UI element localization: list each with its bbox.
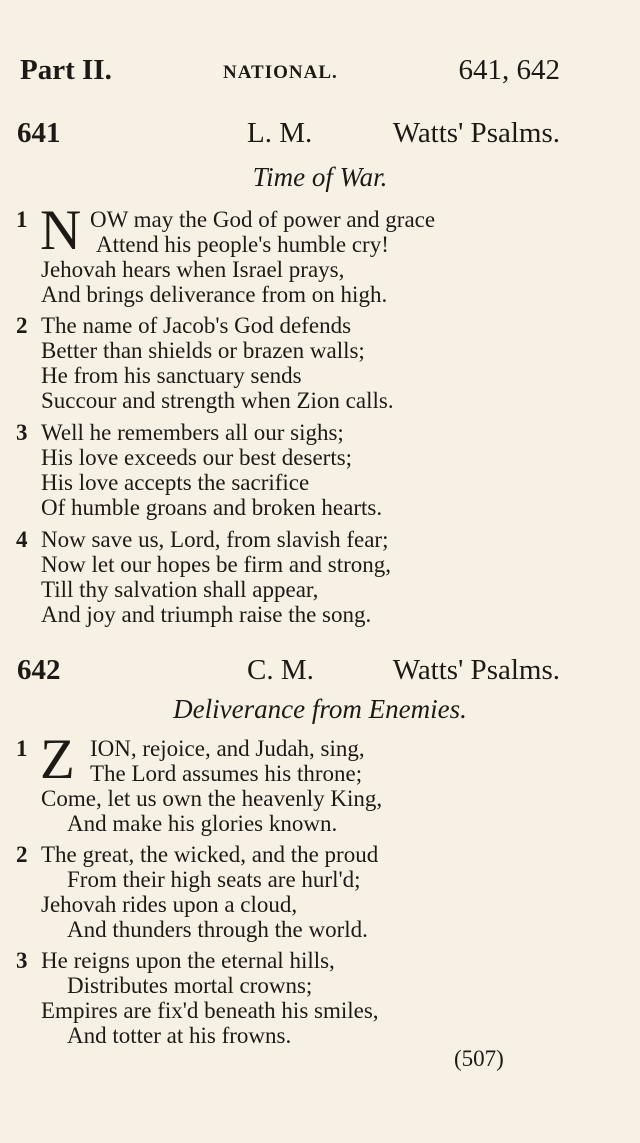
hymn-meter: L. M.	[247, 117, 313, 149]
verse-line: His love exceeds our best deserts;	[41, 445, 353, 470]
verse-line: His love accepts the sacrifice	[41, 470, 310, 495]
verse-line: Attend his people's humble cry!	[96, 232, 389, 257]
verse-line: The great, the wicked, and the proud	[41, 842, 379, 867]
verse-line: And totter at his frowns.	[67, 1023, 292, 1048]
verse-line: Now save us, Lord, from slavish fear;	[41, 527, 389, 552]
hymn-source: Watts' Psalms.	[392, 654, 560, 686]
hymn-header	[17, 654, 560, 690]
hymn-title: Time of War.	[252, 162, 388, 192]
hymn-header	[17, 117, 560, 153]
stanza-number: 4	[16, 527, 28, 552]
verse-line: Succour and strength when Zion calls.	[41, 388, 394, 413]
verse-line: The name of Jacob's God defends	[41, 313, 352, 338]
hymn-number: 641	[17, 117, 61, 149]
stanza-number: 3	[16, 948, 28, 973]
verse-line: OW may the God of power and grace	[90, 207, 436, 232]
verse-line: Jehovah rides upon a cloud,	[41, 892, 298, 917]
verse-line: He from his sanctuary sends	[41, 363, 302, 388]
verse-line: ION, rejoice, and Judah, sing,	[90, 736, 365, 761]
hymn-meter: C. M.	[247, 654, 314, 686]
verse-line: Jehovah hears when Israel prays,	[41, 257, 345, 282]
verse-line: And joy and triumph raise the song.	[41, 602, 372, 627]
verse-line: Now let our hopes be firm and strong,	[41, 552, 392, 577]
verse-line: Well he remembers all our sighs;	[41, 420, 344, 445]
stanza-number: 2	[16, 313, 28, 338]
verse-line: From their high seats are hurl'd;	[67, 867, 361, 892]
drop-cap: N	[40, 199, 82, 262]
stanza-number: 2	[16, 842, 28, 867]
running-head	[20, 54, 560, 88]
verse-line: The Lord assumes his throne;	[90, 761, 363, 786]
verse-line: Of humble groans and broken hearts.	[41, 495, 383, 520]
verse-line: And brings deliverance from on high.	[41, 282, 388, 307]
verse-line: He reigns upon the eternal hills,	[41, 948, 335, 973]
hymn-title: Deliverance from Enemies.	[173, 694, 467, 724]
page-hymn-range: 641, 642	[458, 54, 560, 86]
stanza-number: 1	[16, 207, 28, 232]
verse-line: Till thy salvation shall appear,	[41, 577, 319, 602]
verse-line: And make his glories known.	[67, 811, 338, 836]
verse-line: Better than shields or brazen walls;	[41, 338, 365, 363]
verse-line: Come, let us own the heavenly King,	[41, 786, 383, 811]
verse-line: Empires are fix'd beneath his smiles,	[41, 998, 379, 1023]
page-folio: (507)	[454, 1046, 504, 1071]
section-label: NATIONAL.	[223, 62, 338, 83]
stanza-number: 3	[16, 420, 28, 445]
hymn-number: 642	[17, 654, 61, 686]
stanza-number: 1	[16, 736, 28, 761]
part-label: Part II.	[20, 54, 112, 86]
verse-line: And thunders through the world.	[67, 917, 368, 942]
verse-line: Distributes mortal crowns;	[67, 973, 313, 998]
hymn-source: Watts' Psalms.	[392, 117, 560, 149]
drop-cap: Z	[40, 728, 75, 791]
